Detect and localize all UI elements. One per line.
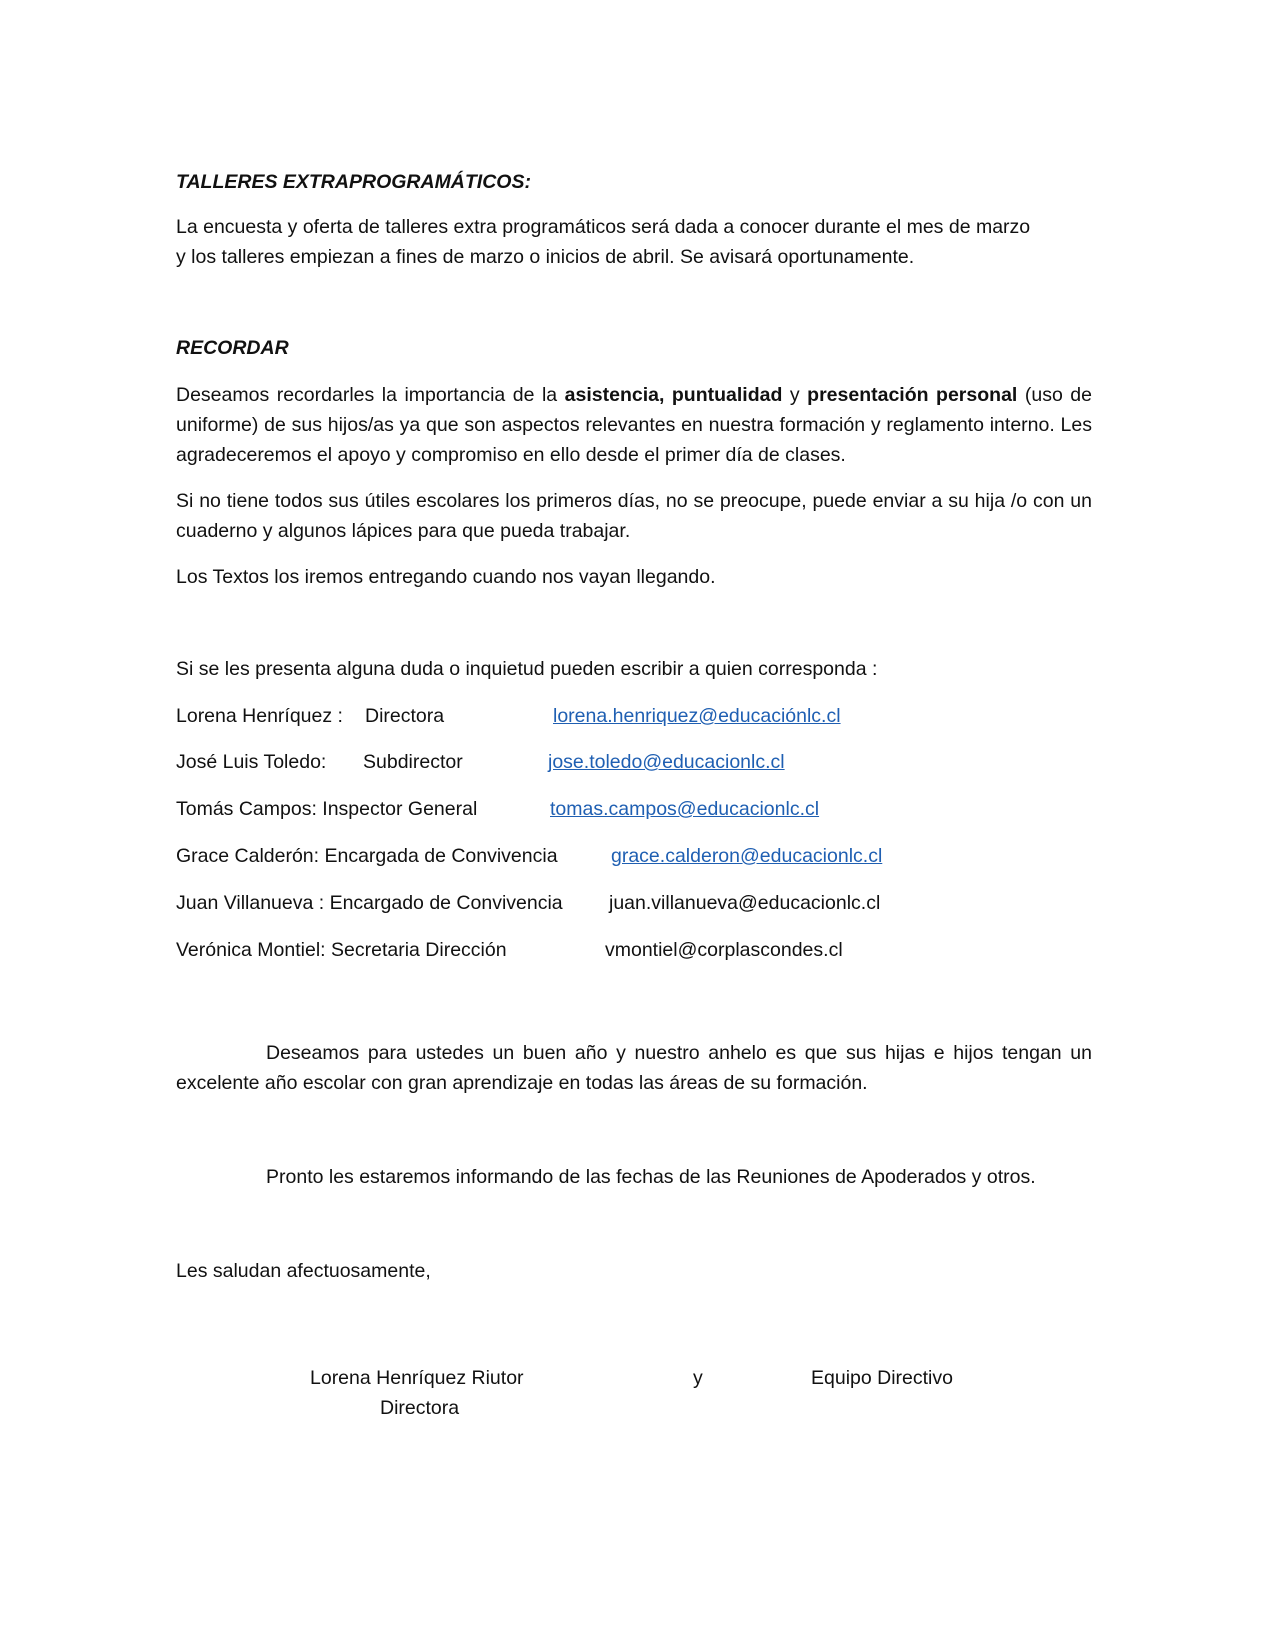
contact-name: Juan Villanueva : Encargado de Convivencia [176, 892, 563, 914]
signature-name: Lorena Henríquez Riutor [310, 1367, 524, 1389]
contacts-intro: Si se les presenta alguna duda o inquietud pueden escribir a quien corresponda : [176, 658, 878, 680]
contact-email-text: juan.villanueva@educacionlc.cl [609, 892, 881, 914]
closing-greeting: Les saludan afectuosamente, [176, 1260, 431, 1282]
talleres-line-1: La encuesta y oferta de talleres extra programáticos será dada a conocer durante el mes de marzo [176, 216, 1031, 238]
signature-conjunction: y [693, 1367, 703, 1389]
closing-wish-paragraph: Deseamos para ustedes un buen año y nuestro anhelo es que sus hijas e hijos tengan un excelente año escolar con gran aprendizaje en todas las áreas de su formación. [176, 1042, 1092, 1094]
contact-email-link[interactable]: jose.toledo@educacionlc.cl [548, 751, 785, 773]
recordar-p1-bold-1: asistencia, puntualidad [564, 384, 783, 406]
contact-role: Subdirector [363, 751, 463, 773]
recordar-p1-text-d: (uso de uniforme) de sus hijos/as ya que son aspectos relevantes en nuestra formación y reglamento interno. Les agradeceremos el apoyo y compromiso en ello desde el primer día de clases. [176, 384, 1092, 466]
contact-role: Directora [365, 705, 445, 727]
recordar-p1-text-c: y [782, 384, 808, 406]
signature-team: Equipo Directivo [811, 1367, 953, 1389]
contact-name: Tomás Campos: Inspector General [176, 798, 478, 820]
contact-name: Lorena Henríquez : [176, 705, 343, 727]
recordar-heading: RECORDAR [176, 337, 289, 359]
contact-email-text: vmontiel@corplascondes.cl [605, 939, 843, 961]
talleres-heading: TALLERES EXTRAPROGRAMÁTICOS: [176, 171, 531, 193]
contact-email-link[interactable]: grace.calderon@educacionlc.cl [611, 845, 883, 867]
recordar-p1-text-a: Deseamos recordarles la importancia de la [176, 384, 565, 406]
contact-email-link[interactable]: lorena.henriquez@educaciónlc.cl [553, 705, 841, 727]
closing-soon-paragraph: Pronto les estaremos informando de las fechas de las Reuniones de Apoderados y otros. [266, 1166, 1036, 1188]
recordar-paragraph-2: Si no tiene todos sus útiles escolares los primeros días, no se preocupe, puede enviar a su hija /o con un cuaderno y algunos lápices para que pueda trabajar. [176, 490, 1092, 542]
contact-name: Grace Calderón: Encargada de Convivencia [176, 845, 558, 867]
recordar-paragraph-3: Los Textos los iremos entregando cuando nos vayan llegando. [176, 566, 716, 588]
talleres-line-2: y los talleres empiezan a fines de marzo o inicios de abril. Se avisará oportunamente. [176, 246, 915, 268]
recordar-paragraph-1 [176, 380, 1092, 470]
contact-email-link[interactable]: tomas.campos@educacionlc.cl [550, 798, 820, 820]
signature-title: Directora [380, 1397, 460, 1419]
talleres-paragraph [176, 212, 1092, 272]
contact-name: José Luis Toledo: [176, 751, 327, 773]
contact-name: Verónica Montiel: Secretaria Dirección [176, 939, 507, 961]
recordar-p1-bold-2: presentación personal [807, 384, 1018, 406]
